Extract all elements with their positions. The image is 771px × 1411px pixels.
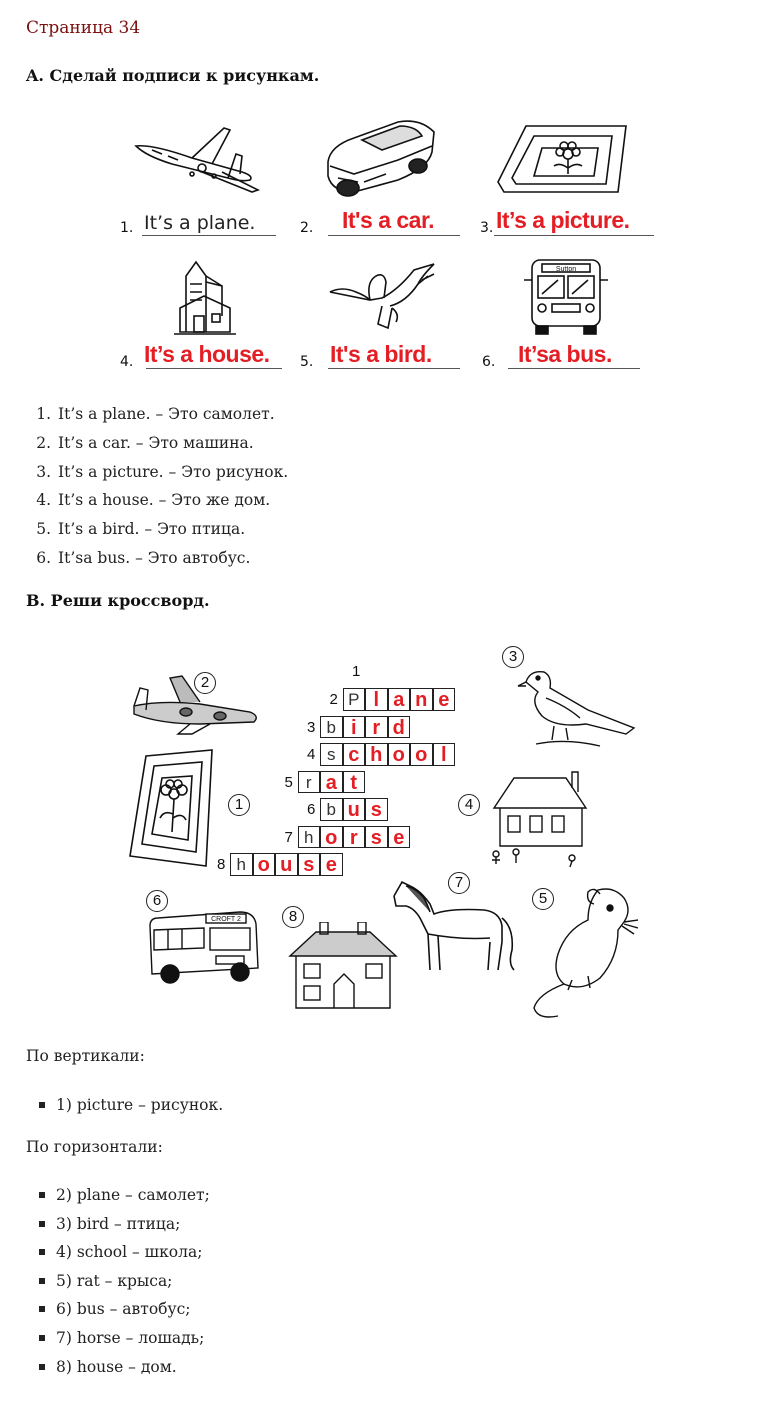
- caption-line: [142, 234, 276, 236]
- clue-number: 6: [307, 801, 316, 818]
- bird-picture: [326, 262, 438, 332]
- vertical-clues-list: [0, 1091, 223, 1120]
- caption-number: 2.: [300, 220, 314, 236]
- crossword-cell: l: [433, 743, 456, 766]
- caption-answer: It's a bird.: [330, 341, 432, 367]
- crossword-cell: e: [433, 688, 456, 711]
- caption-number: 4.: [120, 354, 134, 370]
- crossword-cell: u: [343, 798, 366, 821]
- picture-number: 6: [146, 890, 168, 912]
- clue-number: 4: [307, 746, 316, 763]
- horizontal-heading: По горизонтали:: [26, 1138, 163, 1156]
- house-picture: [286, 922, 400, 1014]
- crossword-grid: [217, 663, 490, 896]
- car-picture: [324, 116, 439, 198]
- bus-picture: [522, 256, 610, 336]
- list-item: 3. It’s a picture. – Это рисунок.: [56, 458, 288, 487]
- crossword-cell: a: [320, 771, 343, 794]
- bus-sign: CROFT 2: [211, 916, 241, 923]
- caption-answer: It’s a plane.: [144, 212, 256, 234]
- crossword-cell: P: [343, 688, 366, 711]
- clue-number: 1: [352, 663, 361, 680]
- horizontal-clues-list: [0, 1181, 210, 1381]
- crossword-cell: s: [298, 853, 321, 876]
- picture-number: 2: [194, 672, 216, 694]
- crossword-cell: u: [275, 853, 298, 876]
- crossword-figure: [124, 632, 646, 1024]
- crossword-cell: s: [320, 743, 343, 766]
- caption-answer: It's a car.: [342, 207, 435, 233]
- list-item: 3) bird – птица;: [56, 1210, 210, 1239]
- exercise-a-figure: [110, 110, 670, 380]
- list-item: 5. It’s a bird. – Это птица.: [56, 515, 288, 544]
- framed-picture: [126, 748, 216, 872]
- crossword-cell: o: [410, 743, 433, 766]
- clue-number: 5: [284, 773, 293, 791]
- crossword-cell: a: [388, 688, 411, 711]
- picture-number: 4: [458, 794, 480, 816]
- crossword-cell: r: [365, 716, 388, 739]
- clue-number: 3: [307, 718, 316, 736]
- list-item: 6) bus – автобус;: [56, 1295, 210, 1324]
- clue-number: 2: [329, 691, 338, 708]
- crossword-cell: c: [343, 743, 366, 766]
- caption-line: [328, 234, 460, 236]
- caption-line: [494, 234, 654, 236]
- crossword-cell: o: [388, 743, 411, 766]
- picture-number: 8: [282, 906, 304, 928]
- vertical-heading: По вертикали:: [26, 1047, 145, 1065]
- crossword-cell: e: [388, 826, 411, 849]
- caption-number: 1.: [120, 220, 134, 236]
- bird-picture: [516, 666, 640, 754]
- picture-number: 5: [532, 888, 554, 910]
- section-b-heading: B. Реши кроссворд.: [26, 591, 210, 610]
- crossword-cell: b: [320, 716, 343, 739]
- framed-picture: [494, 122, 629, 196]
- caption-number: 3.: [480, 220, 494, 236]
- crossword-cell: t: [343, 771, 366, 794]
- page-title: Страница 34: [26, 18, 141, 38]
- crossword-cell: i: [343, 716, 366, 739]
- picture-number: 3: [502, 646, 524, 668]
- crossword-cell: o: [320, 826, 343, 849]
- crossword-cell: b: [320, 798, 343, 821]
- clue-number: 8: [217, 856, 226, 873]
- crossword-cell: o: [253, 853, 276, 876]
- list-item: 4. It’s a house. – Это же дом.: [56, 486, 288, 515]
- translations-list: [0, 400, 288, 573]
- caption-answer: It’s a house.: [144, 341, 270, 367]
- list-item: 2) plane – самолет;: [56, 1181, 210, 1210]
- plane-picture: [132, 124, 267, 194]
- crossword-cell: h: [365, 743, 388, 766]
- crossword-cell: n: [410, 688, 433, 711]
- crossword-cell: s: [365, 826, 388, 849]
- list-item: 6. It’sa bus. – Это автобус.: [56, 544, 288, 573]
- caption-answer: It’sa bus.: [518, 341, 612, 367]
- clue-number: 7: [284, 828, 293, 846]
- crossword-cell: h: [298, 826, 321, 849]
- list-item: 5) rat – крыса;: [56, 1267, 210, 1296]
- crossword-cell: s: [365, 798, 388, 821]
- crossword-cell: l: [365, 688, 388, 711]
- house-picture: [172, 258, 238, 336]
- list-item: 8) house – дом.: [56, 1353, 210, 1382]
- caption-number: 5.: [300, 354, 314, 370]
- list-item: 4) school – школа;: [56, 1238, 210, 1267]
- list-item: 1. It’s a plane. – Это самолет.: [56, 400, 288, 429]
- picture-number: 1: [228, 794, 250, 816]
- list-item: 1) picture – рисунок.: [56, 1091, 223, 1120]
- crossword-cell: r: [343, 826, 366, 849]
- caption-number: 6.: [482, 354, 496, 370]
- crossword-cell: d: [388, 716, 411, 739]
- crossword-cell: r: [298, 771, 321, 794]
- section-a-heading: A. Сделай подписи к рисункам.: [26, 66, 320, 85]
- caption-answer: It’s a picture.: [496, 207, 630, 233]
- bus-picture: [144, 904, 264, 988]
- list-item: 2. It’s a car. – Это машина.: [56, 429, 288, 458]
- school-picture: [486, 768, 598, 868]
- crossword-cell: e: [320, 853, 343, 876]
- crossword-cell: h: [230, 853, 253, 876]
- bus-sign: Sutton: [555, 266, 577, 273]
- list-item: 7) horse – лошадь;: [56, 1324, 210, 1353]
- picture-number: 7: [448, 872, 470, 894]
